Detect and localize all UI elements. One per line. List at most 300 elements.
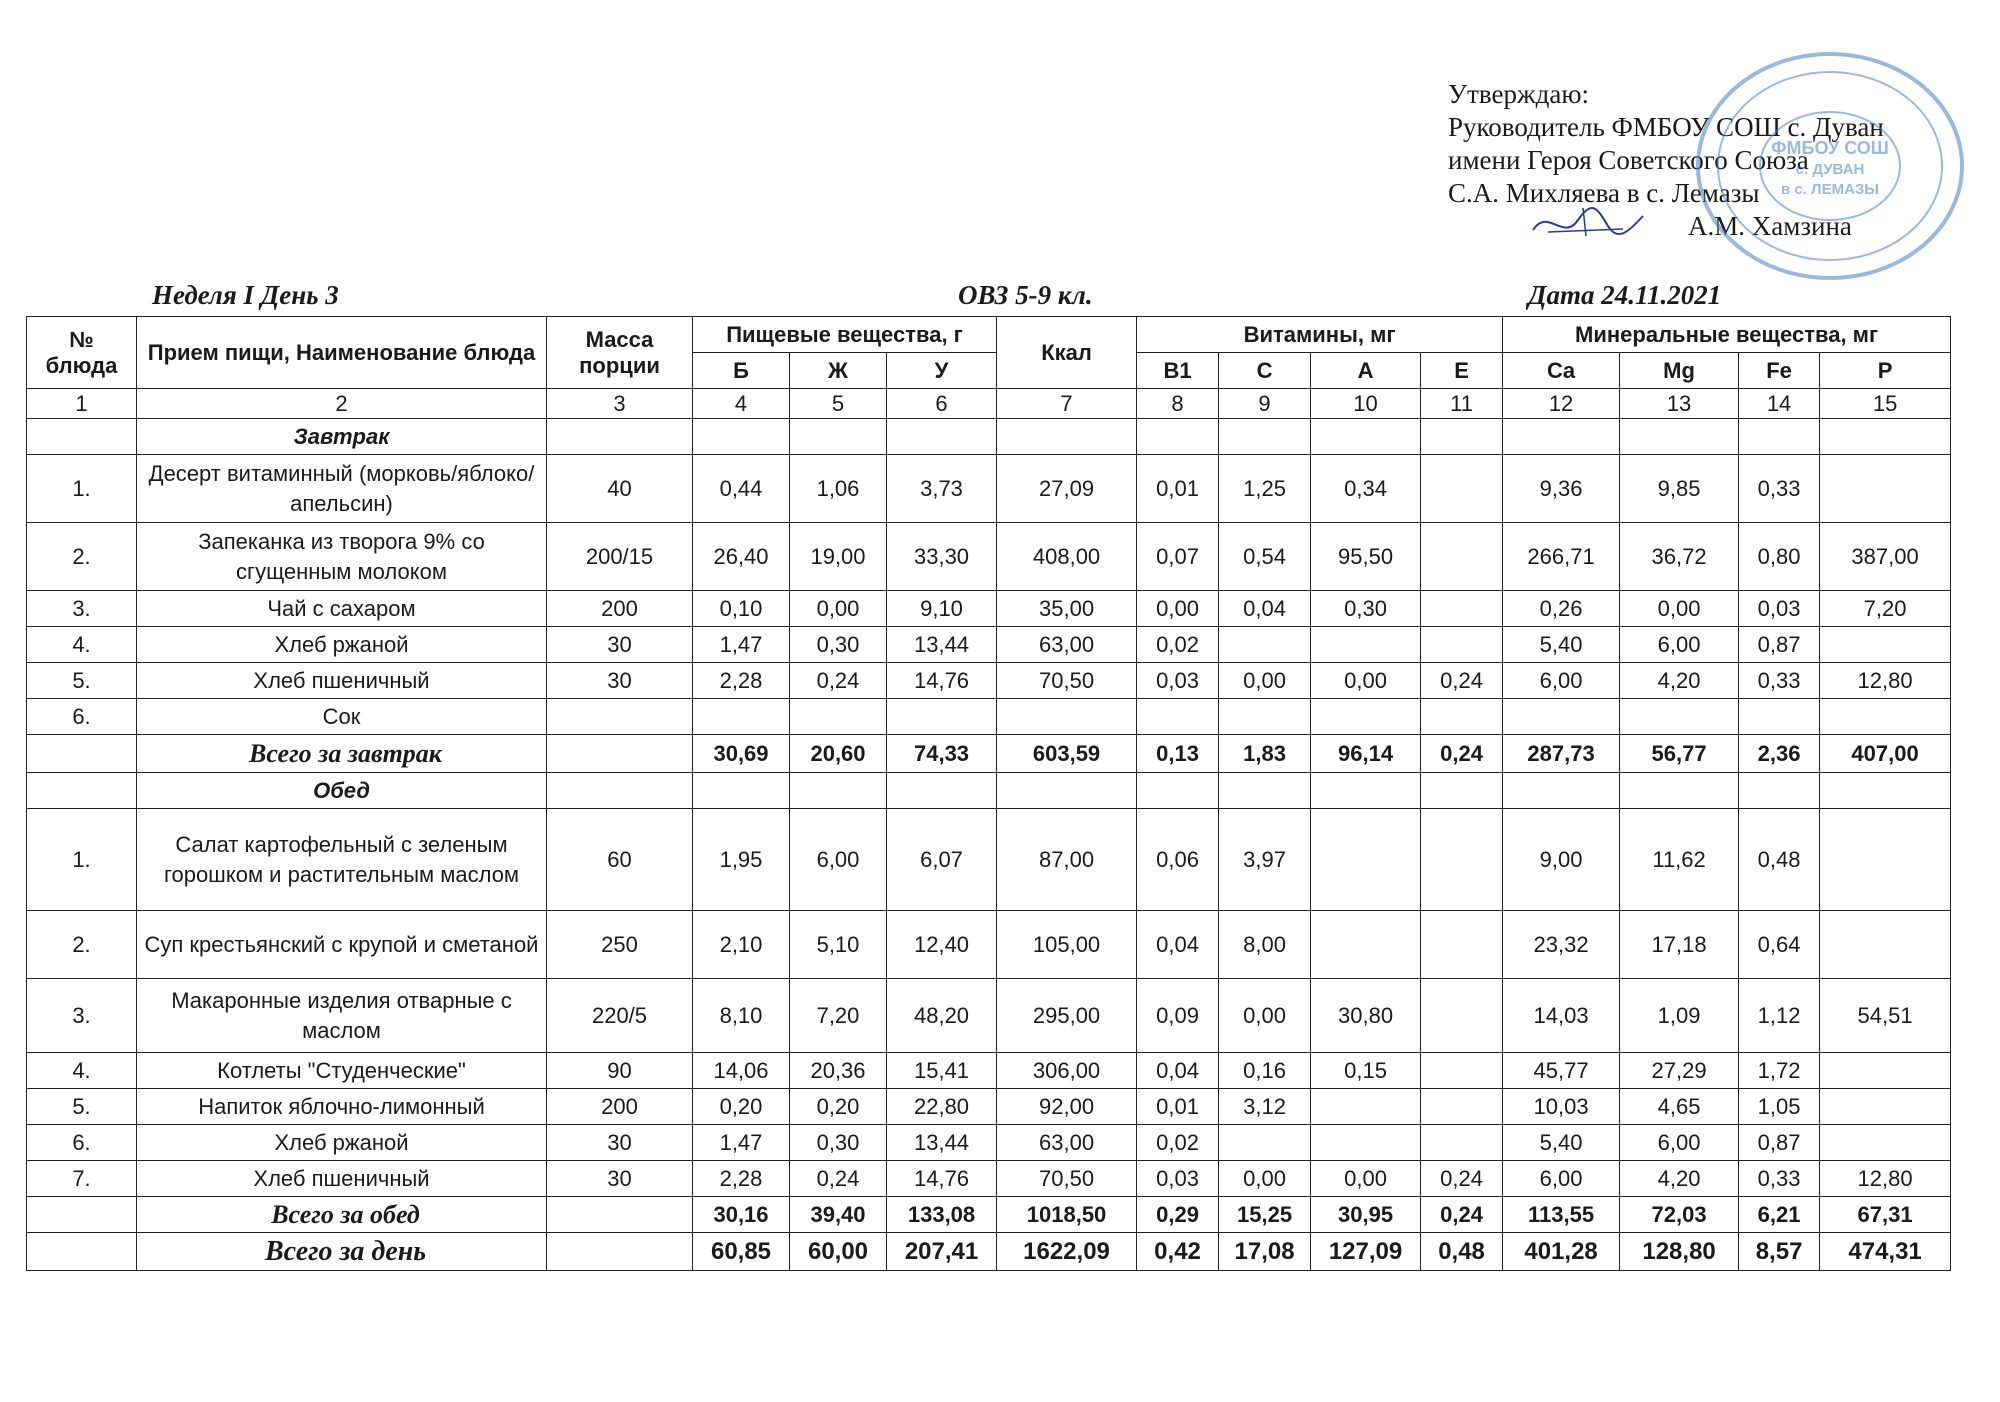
table-cell: 0,30 <box>790 1125 887 1161</box>
table-cell: 3. <box>27 591 137 627</box>
table-cell <box>1219 1125 1311 1161</box>
table-cell <box>1219 419 1311 455</box>
table-cell: 250 <box>547 911 693 979</box>
column-index-cell: 4 <box>693 389 790 419</box>
table-cell: 1. <box>27 455 137 523</box>
dish-name-cell: Макаронные изделия отварные с маслом <box>137 979 547 1053</box>
table-cell <box>693 773 790 809</box>
header-carbs: У <box>887 353 997 389</box>
table-cell: 1018,50 <box>997 1197 1137 1233</box>
table-cell: 9,10 <box>887 591 997 627</box>
table-cell: 0,03 <box>1137 1161 1219 1197</box>
table-cell: 408,00 <box>997 523 1137 591</box>
table-cell: 0,10 <box>693 591 790 627</box>
table-cell <box>1421 523 1503 591</box>
table-cell: 0,24 <box>790 1161 887 1197</box>
table-cell: 30,69 <box>693 735 790 773</box>
table-cell: 0,03 <box>1137 663 1219 699</box>
table-cell: 87,00 <box>997 809 1137 911</box>
table-cell: 0,24 <box>1421 1161 1503 1197</box>
table-cell: 0,44 <box>693 455 790 523</box>
table-cell <box>547 1197 693 1233</box>
table-cell: 7,20 <box>790 979 887 1053</box>
table-cell <box>1219 699 1311 735</box>
column-index-cell: 5 <box>790 389 887 419</box>
table-row <box>27 523 1951 591</box>
dish-name-cell: Десерт витаминный (морковь/яблоко/апельсин) <box>137 455 547 523</box>
table-cell: 12,80 <box>1820 663 1951 699</box>
header-minerals: Минеральные вещества, мг <box>1503 317 1951 353</box>
table-cell: 11,62 <box>1620 809 1739 911</box>
table-cell: 0,24 <box>790 663 887 699</box>
table-cell: 0,24 <box>1421 1197 1503 1233</box>
table-cell: 30,95 <box>1311 1197 1421 1233</box>
table-cell: 306,00 <box>997 1053 1137 1089</box>
table-body <box>27 389 1951 1271</box>
total-row <box>27 735 1951 773</box>
table-cell <box>997 773 1137 809</box>
table-cell: 387,00 <box>1820 523 1951 591</box>
table-cell: 0,30 <box>1311 591 1421 627</box>
table-cell: 39,40 <box>790 1197 887 1233</box>
dish-name-cell: Хлеб пшеничный <box>137 663 547 699</box>
dish-name-cell: Напиток яблочно-лимонный <box>137 1089 547 1125</box>
table-cell <box>1503 773 1620 809</box>
table-cell <box>1820 627 1951 663</box>
table-cell <box>1137 699 1219 735</box>
table-cell: 4,20 <box>1620 1161 1739 1197</box>
table-cell: 1,25 <box>1219 455 1311 523</box>
dish-name-cell: Всего за день <box>137 1233 547 1271</box>
table-cell: 1,83 <box>1219 735 1311 773</box>
table-cell: 0,04 <box>1137 1053 1219 1089</box>
table-cell: 0,00 <box>790 591 887 627</box>
table-cell: 63,00 <box>997 1125 1137 1161</box>
table-cell: 1,95 <box>693 809 790 911</box>
table-cell: 72,03 <box>1620 1197 1739 1233</box>
table-cell <box>1421 911 1503 979</box>
table-cell: 45,77 <box>1503 1053 1620 1089</box>
table-cell: 0,00 <box>1311 663 1421 699</box>
table-cell: 133,08 <box>887 1197 997 1233</box>
table-cell <box>547 699 693 735</box>
table-cell: 0,87 <box>1739 1125 1820 1161</box>
table-cell: 48,20 <box>887 979 997 1053</box>
table-cell <box>1311 627 1421 663</box>
table-cell: 70,50 <box>997 663 1137 699</box>
table-cell: 1,72 <box>1739 1053 1820 1089</box>
table-cell <box>1620 699 1739 735</box>
table-cell <box>1311 911 1421 979</box>
table-cell: 63,00 <box>997 627 1137 663</box>
table-cell <box>790 419 887 455</box>
table-row <box>27 1089 1951 1125</box>
table-cell: 0,00 <box>1219 979 1311 1053</box>
table-row <box>27 1125 1951 1161</box>
header-mg: Mg <box>1620 353 1739 389</box>
table-cell: 14,03 <box>1503 979 1620 1053</box>
table-cell <box>997 699 1137 735</box>
table-cell <box>790 773 887 809</box>
table-cell: 0,02 <box>1137 1125 1219 1161</box>
table-row <box>27 1161 1951 1197</box>
table-cell: 1. <box>27 809 137 911</box>
table-cell: 3. <box>27 979 137 1053</box>
table-cell: 54,51 <box>1820 979 1951 1053</box>
section-row <box>27 419 1951 455</box>
table-cell <box>1137 419 1219 455</box>
stamp-icon <box>1690 46 1970 286</box>
table-cell <box>1820 1053 1951 1089</box>
table-cell: 8,00 <box>1219 911 1311 979</box>
table-cell <box>1620 773 1739 809</box>
table-cell <box>1219 773 1311 809</box>
table-cell: 128,80 <box>1620 1233 1739 1271</box>
header-e: E <box>1421 353 1503 389</box>
dish-name-cell: Хлеб пшеничный <box>137 1161 547 1197</box>
table-cell: 1,05 <box>1739 1089 1820 1125</box>
table-cell: 17,18 <box>1620 911 1739 979</box>
table-cell: 0,26 <box>1503 591 1620 627</box>
table-cell <box>27 1197 137 1233</box>
header-mass: Масса порции <box>547 317 693 389</box>
table-cell: 1,06 <box>790 455 887 523</box>
table-cell: 9,36 <box>1503 455 1620 523</box>
table-cell <box>1421 1125 1503 1161</box>
table-cell: 30 <box>547 1161 693 1197</box>
table-cell: 8,57 <box>1739 1233 1820 1271</box>
table-cell: 474,31 <box>1820 1233 1951 1271</box>
header-fe: Fe <box>1739 353 1820 389</box>
stamp-text-2: с. ДУВАН <box>1795 161 1865 178</box>
table-cell: 4,65 <box>1620 1089 1739 1125</box>
table-cell <box>1820 419 1951 455</box>
table-cell: 1,09 <box>1620 979 1739 1053</box>
column-index-cell: 11 <box>1421 389 1503 419</box>
table-cell: 0,24 <box>1421 663 1503 699</box>
table-cell: 6,00 <box>1620 627 1739 663</box>
table-cell: 0,34 <box>1311 455 1421 523</box>
table-cell: 23,32 <box>1503 911 1620 979</box>
table-cell <box>997 419 1137 455</box>
dish-name-cell: Всего за обед <box>137 1197 547 1233</box>
table-cell: 36,72 <box>1620 523 1739 591</box>
table-cell: 0,29 <box>1137 1197 1219 1233</box>
table-cell: 0,48 <box>1739 809 1820 911</box>
table-cell <box>1739 419 1820 455</box>
table-cell: 6,00 <box>1620 1125 1739 1161</box>
nutrition-table <box>26 316 1951 1271</box>
table-cell: 0,01 <box>1137 1089 1219 1125</box>
table-cell: 3,73 <box>887 455 997 523</box>
table-cell: 2,36 <box>1739 735 1820 773</box>
table-cell <box>1421 591 1503 627</box>
table-cell <box>547 419 693 455</box>
header-ca: Ca <box>1503 353 1620 389</box>
table-cell: 5,40 <box>1503 1125 1620 1161</box>
table-cell: 6,21 <box>1739 1197 1820 1233</box>
table-cell: 0,00 <box>1219 1161 1311 1197</box>
table-cell: 30 <box>547 663 693 699</box>
table-cell: 22,80 <box>887 1089 997 1125</box>
table-cell: 5,10 <box>790 911 887 979</box>
section-row <box>27 773 1951 809</box>
table-cell: 0,04 <box>1219 591 1311 627</box>
header-a: A <box>1311 353 1421 389</box>
table-cell: 200 <box>547 1089 693 1125</box>
dish-name-cell: Котлеты "Студенческие" <box>137 1053 547 1089</box>
table-cell: 14,76 <box>887 1161 997 1197</box>
table-cell: 2,10 <box>693 911 790 979</box>
table-cell: 4,20 <box>1620 663 1739 699</box>
table-cell: 9,85 <box>1620 455 1739 523</box>
dish-name-cell: Суп крестьянский с крупой и сметаной <box>137 911 547 979</box>
table-cell: 4. <box>27 627 137 663</box>
table-cell: 5,40 <box>1503 627 1620 663</box>
table-cell: 67,31 <box>1820 1197 1951 1233</box>
stamp-text-3: в с. ЛЕМАЗЫ <box>1780 181 1880 198</box>
table-row <box>27 1053 1951 1089</box>
header-protein: Б <box>693 353 790 389</box>
table-cell: 33,30 <box>887 523 997 591</box>
table-cell: 7. <box>27 1161 137 1197</box>
table-cell: 0,20 <box>790 1089 887 1125</box>
table-cell: 6. <box>27 1125 137 1161</box>
table-cell: 0,30 <box>790 627 887 663</box>
table-cell <box>887 773 997 809</box>
table-cell: 19,00 <box>790 523 887 591</box>
table-cell: 0,16 <box>1219 1053 1311 1089</box>
column-index-cell: 7 <box>997 389 1137 419</box>
approval-signer: А.М. Хамзина <box>1688 211 1852 241</box>
heading-week: Неделя I День 3 <box>152 280 339 310</box>
table-cell: 7,20 <box>1820 591 1951 627</box>
signature-icon <box>1528 202 1648 242</box>
table-cell <box>27 773 137 809</box>
table-cell <box>1820 773 1951 809</box>
table-cell: 90 <box>547 1053 693 1089</box>
table-cell: 70,50 <box>997 1161 1137 1197</box>
table-cell: 12,40 <box>887 911 997 979</box>
table-cell <box>27 419 137 455</box>
dish-name-cell: Салат картофельный с зеленым горошком и растительным маслом <box>137 809 547 911</box>
table-cell <box>1219 627 1311 663</box>
table-cell: 0,00 <box>1219 663 1311 699</box>
table-cell <box>790 699 887 735</box>
header-p: P <box>1820 353 1951 389</box>
table-cell: 0,48 <box>1421 1233 1503 1271</box>
table-cell: 26,40 <box>693 523 790 591</box>
approval-line-2: Руководитель ФМБОУ СОШ с. Дуван <box>1448 112 1884 142</box>
table-cell: 30 <box>547 627 693 663</box>
table-cell: 12,80 <box>1820 1161 1951 1197</box>
column-index-cell: 6 <box>887 389 997 419</box>
dish-name-cell: Запеканка из творога 9% со сгущенным молоком <box>137 523 547 591</box>
table-cell: 2,28 <box>693 1161 790 1197</box>
table-cell: 0,06 <box>1137 809 1219 911</box>
table-cell <box>1820 1089 1951 1125</box>
table-cell <box>1311 1125 1421 1161</box>
table-cell: 30,80 <box>1311 979 1421 1053</box>
header-name: Прием пищи, Наименование блюда <box>137 317 547 389</box>
table-cell: 220/5 <box>547 979 693 1053</box>
table-cell: 113,55 <box>1503 1197 1620 1233</box>
table-cell <box>1311 699 1421 735</box>
table-cell: 1,47 <box>693 627 790 663</box>
section-title: Завтрак <box>137 419 547 455</box>
table-cell: 9,00 <box>1503 809 1620 911</box>
table-cell: 0,00 <box>1620 591 1739 627</box>
table-cell <box>1311 419 1421 455</box>
table-cell: 603,59 <box>997 735 1137 773</box>
column-index-cell: 3 <box>547 389 693 419</box>
table-cell: 401,28 <box>1503 1233 1620 1271</box>
header-c: C <box>1219 353 1311 389</box>
table-cell: 0,24 <box>1421 735 1503 773</box>
column-index-cell: 13 <box>1620 389 1739 419</box>
table-cell: 207,41 <box>887 1233 997 1271</box>
table-row <box>27 911 1951 979</box>
table-cell: 27,09 <box>997 455 1137 523</box>
table-cell: 17,08 <box>1219 1233 1311 1271</box>
table-cell: 15,41 <box>887 1053 997 1089</box>
table-cell <box>1820 1125 1951 1161</box>
table-cell: 60 <box>547 809 693 911</box>
table-row <box>27 809 1951 911</box>
table-cell <box>547 735 693 773</box>
table-cell: 56,77 <box>1620 735 1739 773</box>
table-cell: 2,28 <box>693 663 790 699</box>
stamp-text-1: ФМБОУ СОШ <box>1771 138 1889 158</box>
column-index-cell: 15 <box>1820 389 1951 419</box>
table-cell: 105,00 <box>997 911 1137 979</box>
table-cell <box>1739 699 1820 735</box>
table-cell <box>547 1233 693 1271</box>
table-cell: 407,00 <box>1820 735 1951 773</box>
table-cell: 15,25 <box>1219 1197 1311 1233</box>
table-cell: 6,00 <box>1503 663 1620 699</box>
table-cell <box>1421 979 1503 1053</box>
table-cell: 6,00 <box>790 809 887 911</box>
table-cell <box>887 699 997 735</box>
table-cell: 35,00 <box>997 591 1137 627</box>
table-cell: 27,29 <box>1620 1053 1739 1089</box>
table-cell <box>1421 419 1503 455</box>
header-vitamins: Витамины, мг <box>1137 317 1503 353</box>
table-cell <box>887 419 997 455</box>
column-index-cell: 2 <box>137 389 547 419</box>
table-cell: 0,07 <box>1137 523 1219 591</box>
table-cell: 0,00 <box>1311 1161 1421 1197</box>
table-cell <box>693 419 790 455</box>
header-kcal: Ккал <box>997 317 1137 389</box>
table-cell: 6,07 <box>887 809 997 911</box>
column-index-cell: 9 <box>1219 389 1311 419</box>
table-cell: 14,06 <box>693 1053 790 1089</box>
table-cell: 3,12 <box>1219 1089 1311 1125</box>
table-cell <box>693 699 790 735</box>
table-cell <box>1620 419 1739 455</box>
table-cell <box>1421 773 1503 809</box>
table-cell <box>1820 809 1951 911</box>
table-cell: 14,76 <box>887 663 997 699</box>
table-cell: 0,13 <box>1137 735 1219 773</box>
header-b1: B1 <box>1137 353 1219 389</box>
table-cell: 2. <box>27 911 137 979</box>
table-cell: 0,03 <box>1739 591 1820 627</box>
column-index-row <box>27 389 1951 419</box>
table-cell: 4. <box>27 1053 137 1089</box>
table-cell: 0,64 <box>1739 911 1820 979</box>
column-index-cell: 1 <box>27 389 137 419</box>
table-cell: 0,20 <box>693 1089 790 1125</box>
table-cell <box>1311 809 1421 911</box>
dish-name-cell: Хлеб ржаной <box>137 1125 547 1161</box>
table-cell: 60,00 <box>790 1233 887 1271</box>
table-cell: 20,60 <box>790 735 887 773</box>
table-cell: 1,47 <box>693 1125 790 1161</box>
table-cell: 13,44 <box>887 1125 997 1161</box>
approval-line-4: С.А. Михляева в с. Лемазы <box>1448 178 1760 208</box>
table-cell <box>1503 419 1620 455</box>
table-cell: 2. <box>27 523 137 591</box>
table-cell: 0,15 <box>1311 1053 1421 1089</box>
table-row <box>27 455 1951 523</box>
table-cell <box>1421 809 1503 911</box>
table-cell <box>1820 699 1951 735</box>
table-cell: 0,33 <box>1739 663 1820 699</box>
dish-name-cell: Сок <box>137 699 547 735</box>
table-cell: 10,03 <box>1503 1089 1620 1125</box>
table-cell: 6. <box>27 699 137 735</box>
table-cell <box>1421 627 1503 663</box>
table-cell: 95,50 <box>1311 523 1421 591</box>
table-cell: 30 <box>547 1125 693 1161</box>
table-cell: 20,36 <box>790 1053 887 1089</box>
table-cell: 30,16 <box>693 1197 790 1233</box>
dish-name-cell: Всего за завтрак <box>137 735 547 773</box>
table-cell <box>1421 455 1503 523</box>
table-cell: 5. <box>27 1089 137 1125</box>
table-cell: 0,33 <box>1739 1161 1820 1197</box>
table-cell: 92,00 <box>997 1089 1137 1125</box>
header-fat: Ж <box>790 353 887 389</box>
table-cell: 0,42 <box>1137 1233 1219 1271</box>
table-row <box>27 979 1951 1053</box>
table-cell <box>1421 699 1503 735</box>
table-cell: 0,87 <box>1739 627 1820 663</box>
table-cell: 0,04 <box>1137 911 1219 979</box>
table-cell: 0,80 <box>1739 523 1820 591</box>
heading-date: Дата 24.11.2021 <box>1528 280 1722 310</box>
table-cell <box>1421 1089 1503 1125</box>
table-cell <box>1739 773 1820 809</box>
table-cell: 96,14 <box>1311 735 1421 773</box>
column-index-cell: 14 <box>1739 389 1820 419</box>
heading-group: ОВЗ 5-9 кл. <box>958 280 1093 310</box>
table-cell <box>27 735 137 773</box>
column-index-cell: 10 <box>1311 389 1421 419</box>
table-cell: 0,01 <box>1137 455 1219 523</box>
table-cell: 200 <box>547 591 693 627</box>
table-cell <box>1820 455 1951 523</box>
table-row <box>27 591 1951 627</box>
total-row <box>27 1233 1951 1271</box>
table-cell: 0,54 <box>1219 523 1311 591</box>
table-cell: 1,12 <box>1739 979 1820 1053</box>
table-cell: 295,00 <box>997 979 1137 1053</box>
table-cell: 0,00 <box>1137 591 1219 627</box>
